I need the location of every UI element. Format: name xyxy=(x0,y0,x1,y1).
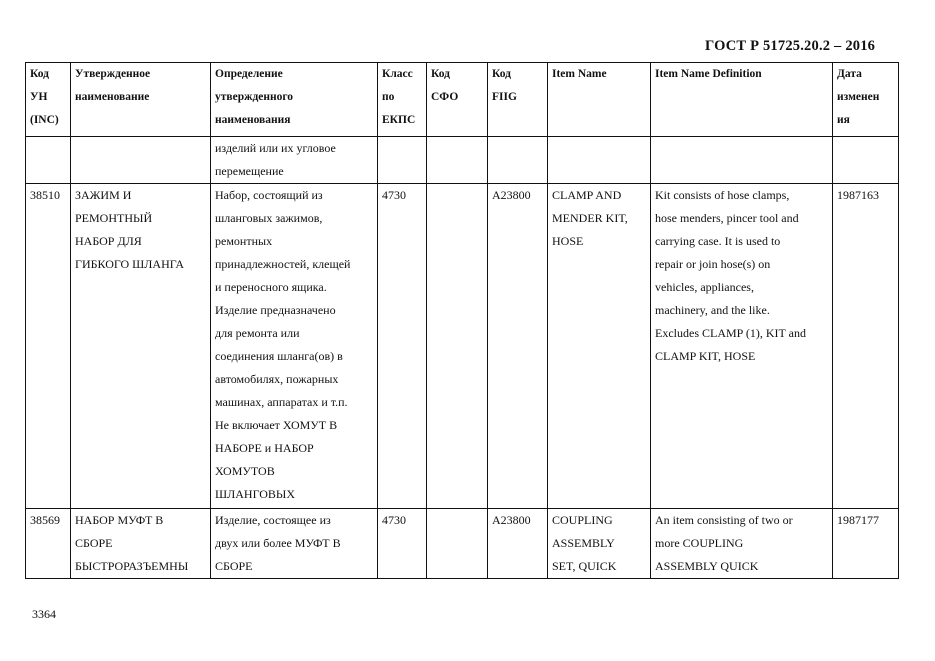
table-row xyxy=(26,137,899,184)
cell-fiig: A23800 xyxy=(488,184,548,509)
cell-item-name: COUPLING ASSEMBLY SET, QUICK xyxy=(548,509,651,579)
cell-inc: 38569 xyxy=(26,509,71,579)
cell-inc: 38510 xyxy=(26,184,71,509)
cell-item-definition: An item consisting of two or more COUPLING ASSEMBLY QUICK xyxy=(651,509,833,579)
cell-class: 4730 xyxy=(378,509,427,579)
cell-sfo xyxy=(427,184,488,509)
col-header-fiig: Код FIIG xyxy=(488,63,548,137)
col-header-sfo: Код СФО xyxy=(427,63,488,137)
header-row xyxy=(26,63,899,137)
cell-item-definition: Kit consists of hose clamps, hose menders, pincer tool and carrying case. It is used to repair or join hose(s) on vehicles, appliances, machinery, and the like. Excludes CLAMP (1), KIT and CLAMP KIT, HOSE xyxy=(651,184,833,509)
cell-definition: изделий или их угловое перемещение xyxy=(211,137,378,184)
cell-definition: Изделие, состоящее из двух или более МУФТ В СБОРЕ xyxy=(211,509,378,579)
col-header-date: Дата изменен ия xyxy=(833,63,899,137)
table-row xyxy=(26,184,899,509)
cell-item-name: CLAMP AND MENDER KIT, HOSE xyxy=(548,184,651,509)
cell-date: 1987163 xyxy=(833,184,899,509)
cell-item-name xyxy=(548,137,651,184)
col-header-item-name: Item Name xyxy=(548,63,651,137)
col-header-definition: Определение утвержденного наименования xyxy=(211,63,378,137)
cell-inc xyxy=(26,137,71,184)
standard-designation: ГОСТ Р 51725.20.2 – 2016 xyxy=(705,38,876,54)
cell-class xyxy=(378,137,427,184)
classifier-table xyxy=(25,62,899,579)
col-header-class: Класс по ЕКПС xyxy=(378,63,427,137)
col-header-inc: Код УН (INC) xyxy=(26,63,71,137)
table-row xyxy=(26,509,899,579)
col-header-approved-name: Утвержденное наименование xyxy=(71,63,211,137)
col-header-item-definition: Item Name Definition xyxy=(651,63,833,137)
cell-approved-name: ЗАЖИМ И РЕМОНТНЫЙ НАБОР ДЛЯ ГИБКОГО ШЛАНГА xyxy=(71,184,211,509)
cell-class: 4730 xyxy=(378,184,427,509)
cell-fiig xyxy=(488,137,548,184)
cell-item-definition xyxy=(651,137,833,184)
cell-approved-name: НАБОР МУФТ В СБОРЕ БЫСТРОРАЗЪЕМНЫ xyxy=(71,509,211,579)
cell-approved-name xyxy=(71,137,211,184)
cell-date xyxy=(833,137,899,184)
cell-date: 1987177 xyxy=(833,509,899,579)
cell-definition: Набор, состоящий из шланговых зажимов, ремонтных принадлежностей, клещей и переносного ящика. Изделие предназначено для ремонта или соединения шланга(ов) в автомобилях, пожарных машинах, аппаратах и т.п. Не включает ХОМУТ В НАБОРЕ и НАБОР ХОМУТОВ ШЛАНГОВЫХ xyxy=(211,184,378,509)
cell-sfo xyxy=(427,509,488,579)
cell-sfo xyxy=(427,137,488,184)
cell-fiig: A23800 xyxy=(488,509,548,579)
page-number: 3364 xyxy=(32,607,56,621)
